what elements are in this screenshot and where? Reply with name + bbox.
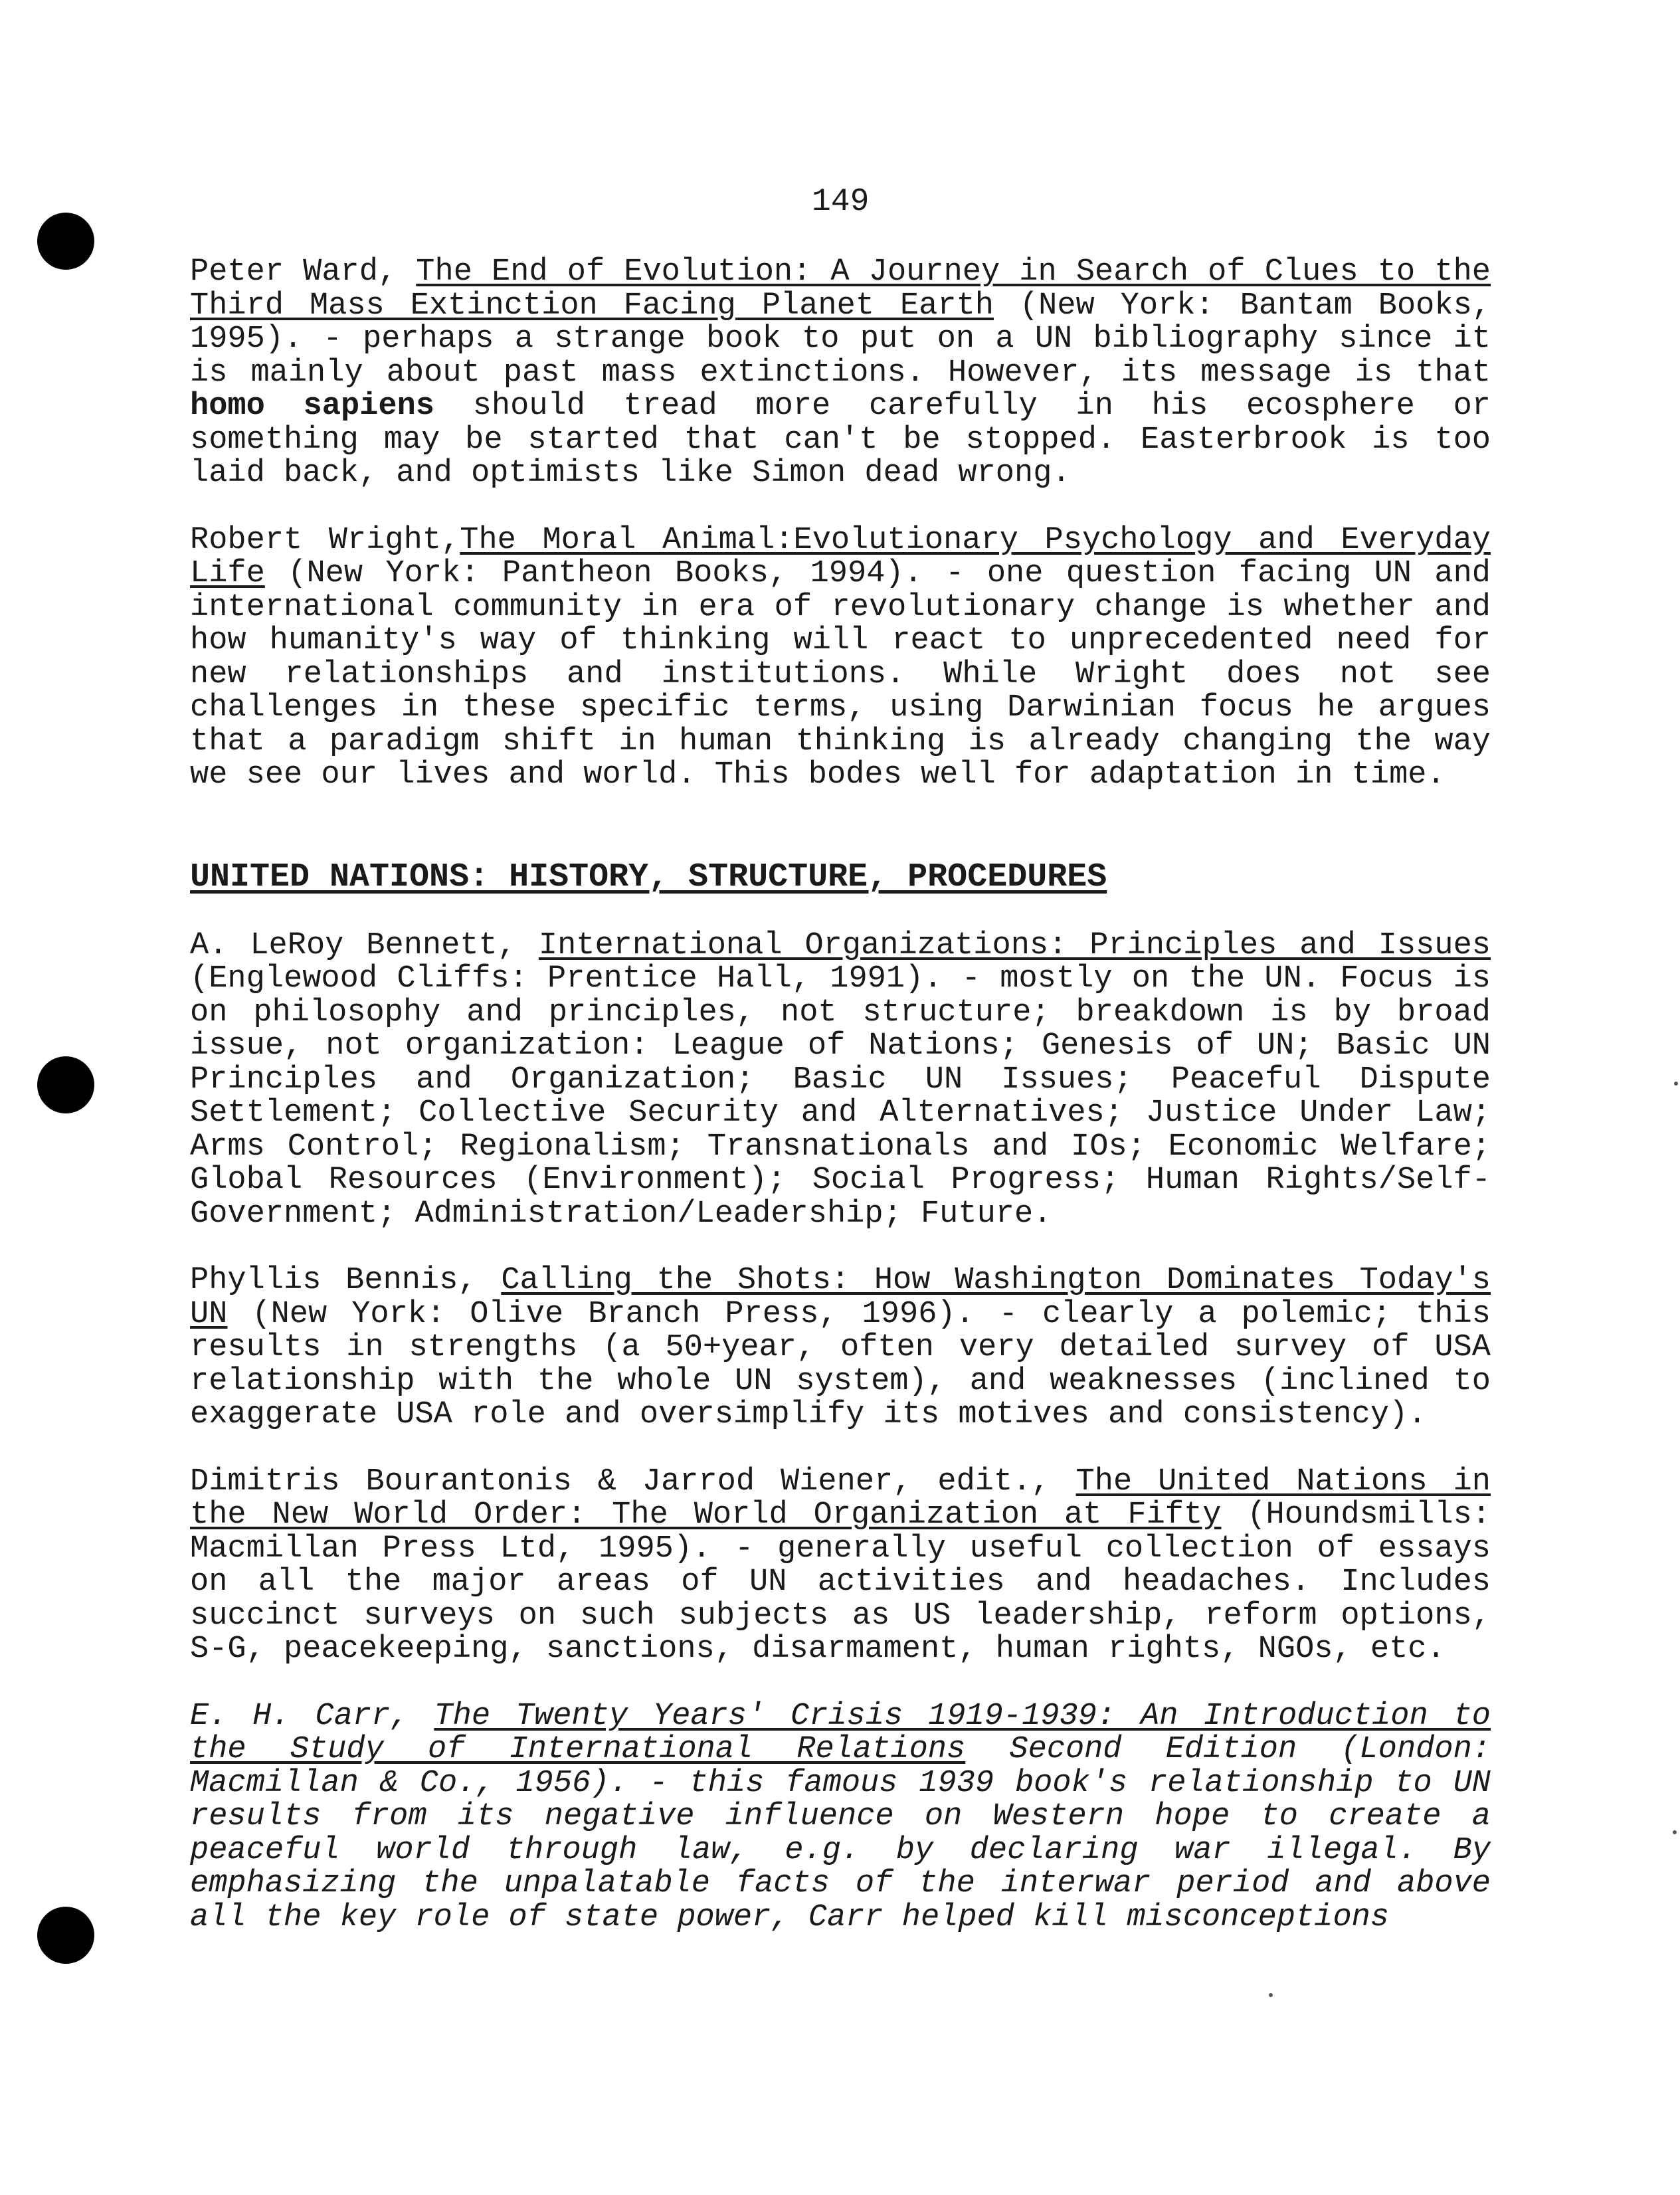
entry-author: Phyllis Bennis, [190,1263,502,1298]
entry-title: Calling the Shots: How Washington Dominates Today's UN [190,1263,1491,1332]
page-body [190,256,1491,1968]
bibliography-entry-bennis [190,1264,1491,1432]
punch-hole-bottom [37,1907,94,1964]
entry-title: International Organizations: Principles and Issues [538,927,1491,963]
entry-emphasis: homo sapiens [190,389,434,424]
punch-hole-top [37,213,94,270]
entry-annotation: (Englewood Cliffs: Prentice Hall, 1991). - mostly on the UN. Focus is on philosophy and principles, not structure; breakdown is by broad issue, not organization: League of Nations; Genesis of UN; Basic UN Principles and Organization; Basic UN Issues; Peaceful Dispute Settlement; Collective Security and Alternatives; Justice Under Law; Arms Control; Regionalism; Transnationals and IOs; Economic Welfare; Global Resources (Environment); Social Progress; Human Rights/Self-Government; Administration/Leadership; Future. [190,961,1491,1232]
entry-title: The Moral Animal:Evolutionary Psychology and Everyday Life [190,522,1491,591]
entry-annotation: (Houndsmills: Macmillan Press Ltd, 1995). - generally useful collection of essays on all the major areas of UN activities and headaches. Includes succinct surveys on such subjects as US leadership, reform options, S-G, peacekeeping, sanctions, disarmament, human rights, NGOs, etc. [190,1497,1491,1667]
bibliography-entry-carr [190,1700,1491,1935]
entry-annotation-continued: should tread more carefully in his ecosphere or something may be started that can't be stopped. Easterbrook is too laid back, and optimists like Simon dead wrong. [190,389,1491,491]
entry-annotation: Second Edition (London: Macmillan & Co., 1956). - this famous 1939 book's relationship to UN results from its negative influence on Western hope to create a peaceful world through law, e.g. by declaring war illegal. By emphasizing the unpalatable facts of the interwar period and above all the key role of state power, Carr helped kill misconceptions [190,1732,1491,1935]
punch-hole-middle [37,1056,94,1113]
entry-author: A. LeRoy Bennett, [190,927,539,963]
bibliography-entry-bennett [190,929,1491,1232]
entry-title: The United Nations in the New World Order: The World Organization at Fifty [190,1464,1491,1533]
section-heading: UNITED NATIONS: HISTORY, STRUCTURE, PROCEDURES [190,858,1107,896]
entry-annotation: (New York: Olive Branch Press, 1996). - clearly a polemic; this results in strengths (a 50+year, often very detailed survey of USA relationship with the whole UN system), and weaknesses (inclined to exaggerate USA role and oversimplify its motives and consistency). [190,1296,1491,1432]
entry-author: Dimitris Bourantonis & Jarrod Wiener, edit., [190,1464,1076,1499]
entry-title: The End of Evolution: A Journey in Search of Clues to the Third Mass Extinction Facing Planet Earth [190,254,1491,324]
entry-author: E. H. Carr, [190,1698,434,1734]
scan-speck [1673,1830,1677,1834]
entry-author: Peter Ward, [190,254,417,290]
entry-annotation: (New York: Bantam Books, 1995). - perhaps a strange book to put on a UN bibliography since it is mainly about past mass extinctions. However, its message is that [190,288,1491,391]
page-number: 149 [812,184,870,220]
entry-annotation: (New York: Pantheon Books, 1994). - one question facing UN and international community in era of revolutionary change is whether and how humanity's way of thinking will react to unprecedented need for new relationships and institutions. While Wright does not see challenges in these specific terms, using Darwinian focus he argues that a paradigm shift in human thinking is already changing the way we see our lives and world. This bodes well for adaptation in time. [190,556,1491,793]
bibliography-entry-ward [190,256,1491,491]
bibliography-entry-wright [190,524,1491,793]
bibliography-entry-bourantonis [190,1466,1491,1667]
scan-speck [1674,1082,1678,1086]
entry-title: The Twenty Years' Crisis 1919-1939: An Introduction to the Study of International Relations [190,1698,1491,1767]
scan-speck [1269,1993,1273,1997]
entry-author: Robert Wright, [190,522,460,558]
